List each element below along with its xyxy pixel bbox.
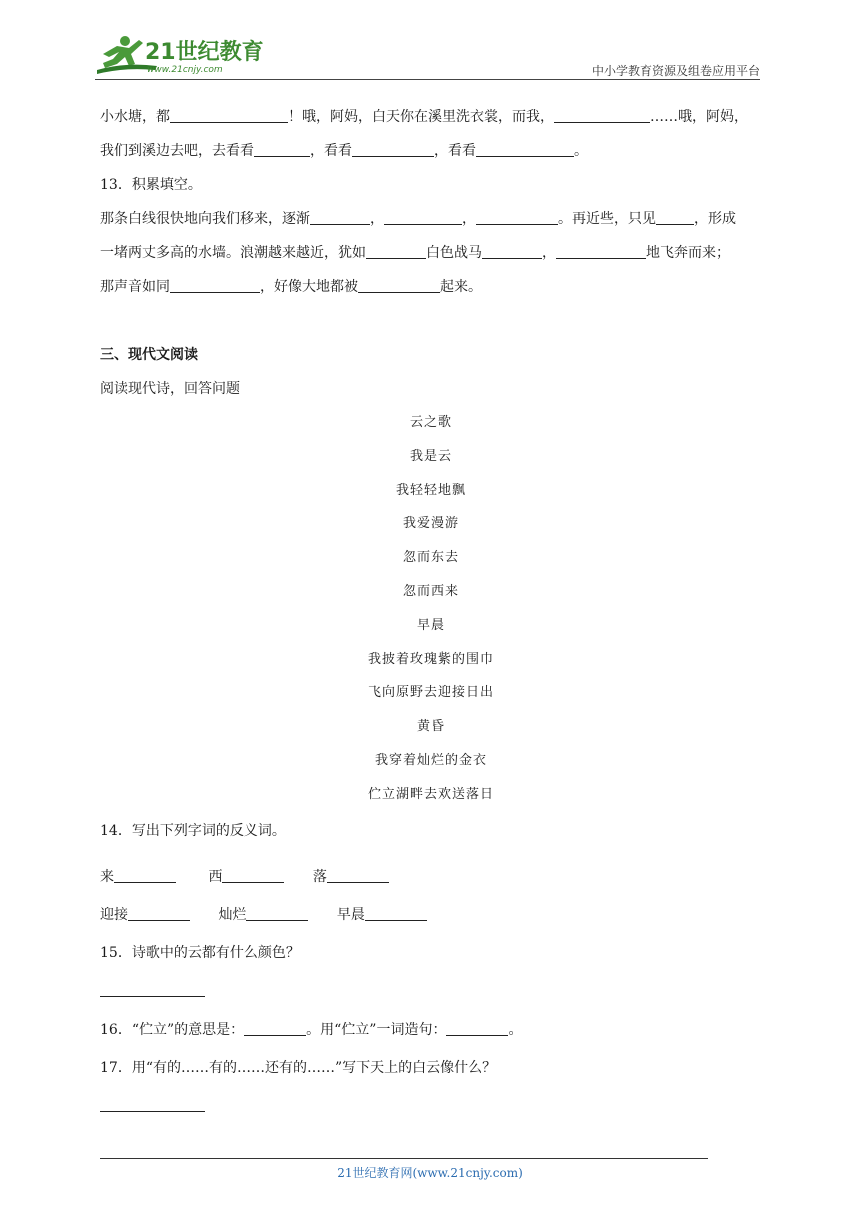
q13-line-1: 那条白线很快地向我们移来，逐渐 ， ， 。再近些，只见 ，形成 [100, 202, 762, 236]
blank[interactable] [128, 904, 190, 921]
q13-line-3: 那声音如同 ，好像大地都被 起来。 [100, 270, 762, 304]
document-body [100, 100, 762, 1126]
q13-line-2: 一堵两丈多高的水墙。浪潮越来越近，犹如 白色战马 ， 地飞奔而来； [100, 236, 762, 270]
q15-answer-line[interactable] [100, 972, 205, 997]
antonym-item: 落 [313, 858, 389, 896]
q17-answer-line[interactable] [100, 1087, 205, 1112]
logo-text: 21世纪教育 [145, 40, 264, 65]
poem-line: 黄昏 [416, 719, 445, 735]
blank[interactable] [366, 242, 426, 259]
blank[interactable] [254, 140, 310, 157]
q14-title: 14．写出下列字词的反义词。 [100, 822, 286, 839]
footer-divider [100, 1158, 708, 1159]
blank[interactable] [446, 1019, 508, 1036]
q13-title: 13．积累填空。 [100, 177, 202, 193]
poem-line: 忽而西来 [402, 583, 459, 599]
runner-logo-icon [95, 32, 265, 76]
blank[interactable] [556, 242, 646, 259]
blank[interactable] [114, 866, 176, 883]
logo-url: www.21cnjy.com [147, 65, 223, 75]
section-title: 三、现代文阅读 [100, 347, 198, 363]
poem-line: 伫立湖畔去欢送落日 [367, 786, 494, 802]
poem-line: 我穿着灿烂的金衣 [374, 752, 487, 768]
blank[interactable] [170, 106, 288, 123]
blank[interactable] [170, 276, 260, 293]
blank[interactable] [384, 208, 462, 225]
poem-line: 我爱漫游 [402, 516, 459, 532]
blank[interactable] [310, 208, 370, 225]
blank[interactable] [476, 208, 558, 225]
blank[interactable] [554, 106, 650, 123]
poem [100, 406, 762, 812]
antonym-item: 来 [100, 858, 176, 896]
page-header [95, 30, 760, 82]
footer-link[interactable]: 21世纪教育网(www.21cnjy.com) [337, 1166, 523, 1180]
blank[interactable] [358, 276, 440, 293]
blank[interactable] [246, 904, 308, 921]
blank[interactable] [244, 1019, 306, 1036]
antonym-item: 迎接 [100, 896, 190, 934]
antonym-row [100, 896, 762, 934]
q15-title: 15．诗歌中的云都有什么颜色？ [100, 944, 300, 961]
q12-line-2: 我们到溪边去吧，去看看 ，看看 ，看看 。 [100, 134, 762, 168]
poem-line: 忽而东去 [402, 550, 459, 566]
poem-line: 我披着玫瑰紫的围巾 [367, 651, 494, 667]
blank[interactable] [222, 866, 284, 883]
header-divider [95, 79, 760, 80]
antonym-item: 早晨 [337, 896, 427, 934]
poem-line: 早晨 [416, 617, 445, 633]
poem-line: 我是云 [409, 448, 452, 464]
poem-line: 飞向原野去迎接日出 [367, 685, 494, 701]
q17-title: 17．用“有的……有的……还有的……”写下天上的白云像什么？ [100, 1059, 497, 1076]
blank[interactable] [482, 242, 542, 259]
blank[interactable] [656, 208, 694, 225]
q16-line: 16．“伫立”的意思是： 。用“伫立”一词造句： 。 [100, 1011, 762, 1049]
blank[interactable] [352, 140, 434, 157]
blank[interactable] [476, 140, 574, 157]
poem-title: 云之歌 [409, 415, 452, 430]
blank[interactable] [365, 904, 427, 921]
site-logo[interactable] [95, 32, 265, 76]
section-intro: 阅读现代诗，回答问题 [100, 381, 240, 397]
antonym-item: 西 [208, 858, 284, 896]
q14-antonym-grid [100, 858, 762, 934]
antonym-row [100, 858, 762, 896]
q12-line-1: 小水塘，都 ！哦，阿妈，白天你在溪里洗衣裳，而我， ……哦，阿妈， [100, 100, 762, 134]
platform-name: 中小学教育资源及组卷应用平台 [591, 64, 760, 78]
poem-line: 我轻轻地飘 [395, 482, 466, 498]
antonym-item: 灿烂 [218, 896, 308, 934]
blank[interactable] [327, 866, 389, 883]
